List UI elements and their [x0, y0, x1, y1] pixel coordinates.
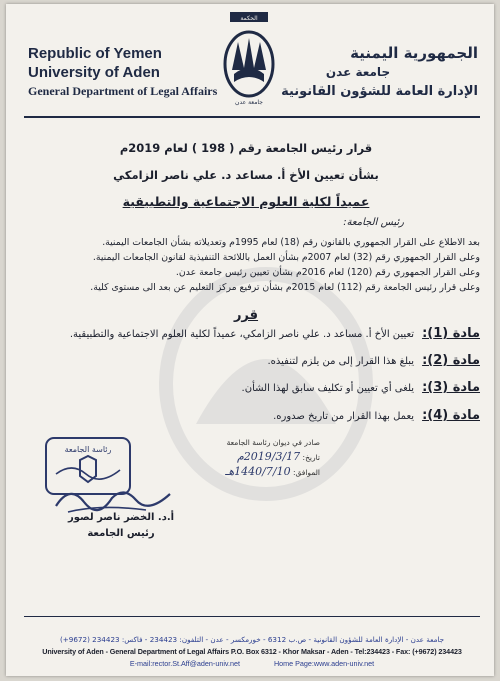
footer-email[interactable]: E-mail:rector.St.Aff@aden-univ.net [129, 659, 240, 668]
recital-item: وعلى القرار الجمهوري رقم (120) لعام 2016م بشأن تعيين رئيس جامعة عدن. [175, 267, 480, 278]
article-2 [20, 353, 480, 368]
signatory-name: أ.د. الخضر ناصر لصور [67, 512, 175, 523]
article-label: مادة (3): [422, 380, 480, 395]
article-text: يلغى أي تعيين أو تكليف سابق لهذا الشأن. [241, 383, 415, 394]
footer-contact [24, 659, 480, 668]
article-text: يبلغ هذا القرار إلى من يلزم لتنفيذه. [267, 356, 415, 367]
decree-position: عميداً لكلية العلوم الاجتماعية والتطبيقية [122, 194, 370, 209]
university-logo-icon [220, 12, 278, 106]
department-name-ar: الإدارة العامة للشؤون القانونية [281, 84, 478, 99]
issue-register [170, 436, 320, 480]
decree-subject: بشأن تعيين الأخ أ. مساعد د. علي ناصر الزامكي [113, 168, 379, 182]
article-3 [20, 380, 480, 395]
article-text: يعمل بهذا القرار من تاريخ صدوره. [273, 411, 415, 422]
article-4 [20, 408, 480, 423]
article-label: مادة (1): [422, 326, 480, 341]
svg-text:الحكمة: الحكمة [240, 15, 258, 22]
signatory-role: رئيس الجامعة [87, 528, 155, 539]
article-1 [20, 326, 480, 341]
hijri-label: الموافق: [292, 468, 320, 477]
logo-text: جامعة عدن [235, 99, 263, 106]
article-label: مادة (2): [422, 353, 480, 368]
footer-arabic: جامعة عدن - الإدارة العامة للشؤون القانونية - ص.ب 6312 - خورمكسر - عدن - التلفون: 234423 - فاكس: 234423 (9672+) [59, 635, 445, 644]
register-heading: صادر في ديوان رئاسة الجامعة [226, 438, 320, 447]
addressee: رئيس الجامعة: [343, 217, 404, 228]
date-value: 2019/3/17م [236, 450, 301, 463]
footer-divider [24, 616, 480, 617]
recital-item: وعلى قرار رئيس الجامعة رقم (112) لعام 2015م بشأن ترفيع مركز التعليم عن بعد الى مستوى كلية. [90, 282, 480, 293]
article-text: تعيين الأخ أ. مساعد د. علي ناصر الزامكي، عميداً لكلية العلوم الاجتماعية والتطبيقية. [69, 329, 415, 340]
university-name-ar: جامعة عدن [325, 65, 391, 79]
department-name-en: General Department of Legal Affairs [28, 84, 218, 98]
header-divider [24, 116, 480, 118]
recital-item: بعد الاطلاع على القرار الجمهوري بالقانون رقم (18) لعام 1995م وتعديلاته بشأن الجامعات اليمنية. [102, 237, 480, 248]
article-label: مادة (4): [422, 408, 480, 423]
decided-heading: قرر [233, 308, 259, 323]
svg-text:رئاسة الجامعة: رئاسة الجامعة [64, 445, 112, 454]
recital-item: وعلى القرار الجمهوري رقم (32) لعام 2007م بشأن العمل باللائحة التنفيذية لقانون الجامعات اليمنية. [92, 252, 480, 263]
country-name-en: Republic of Yemen [28, 45, 162, 62]
recitals [20, 235, 480, 295]
signatory [66, 510, 176, 542]
footer-english: University of Aden - General Department of Legal Affairs P.O. Box 6312 - Khor Maksar - Aden - Tel:234423 - Fax: (+9672) 234423 [42, 647, 462, 656]
header-english [28, 44, 228, 100]
hijri-date-value: 1440/7/10هـ [225, 465, 291, 478]
footer-website[interactable]: Home Page:www.aden-univ.net [273, 659, 375, 668]
date-label: تاريخ: [302, 453, 320, 462]
document-page [6, 4, 494, 676]
university-name-en: University of Aden [28, 64, 160, 81]
decree-title: قرار رئيس الجامعة رقم ( 198 ) لعام 2019م [119, 141, 373, 155]
country-name-ar: الجمهورية اليمنية [350, 44, 478, 62]
header-arabic [278, 44, 478, 101]
